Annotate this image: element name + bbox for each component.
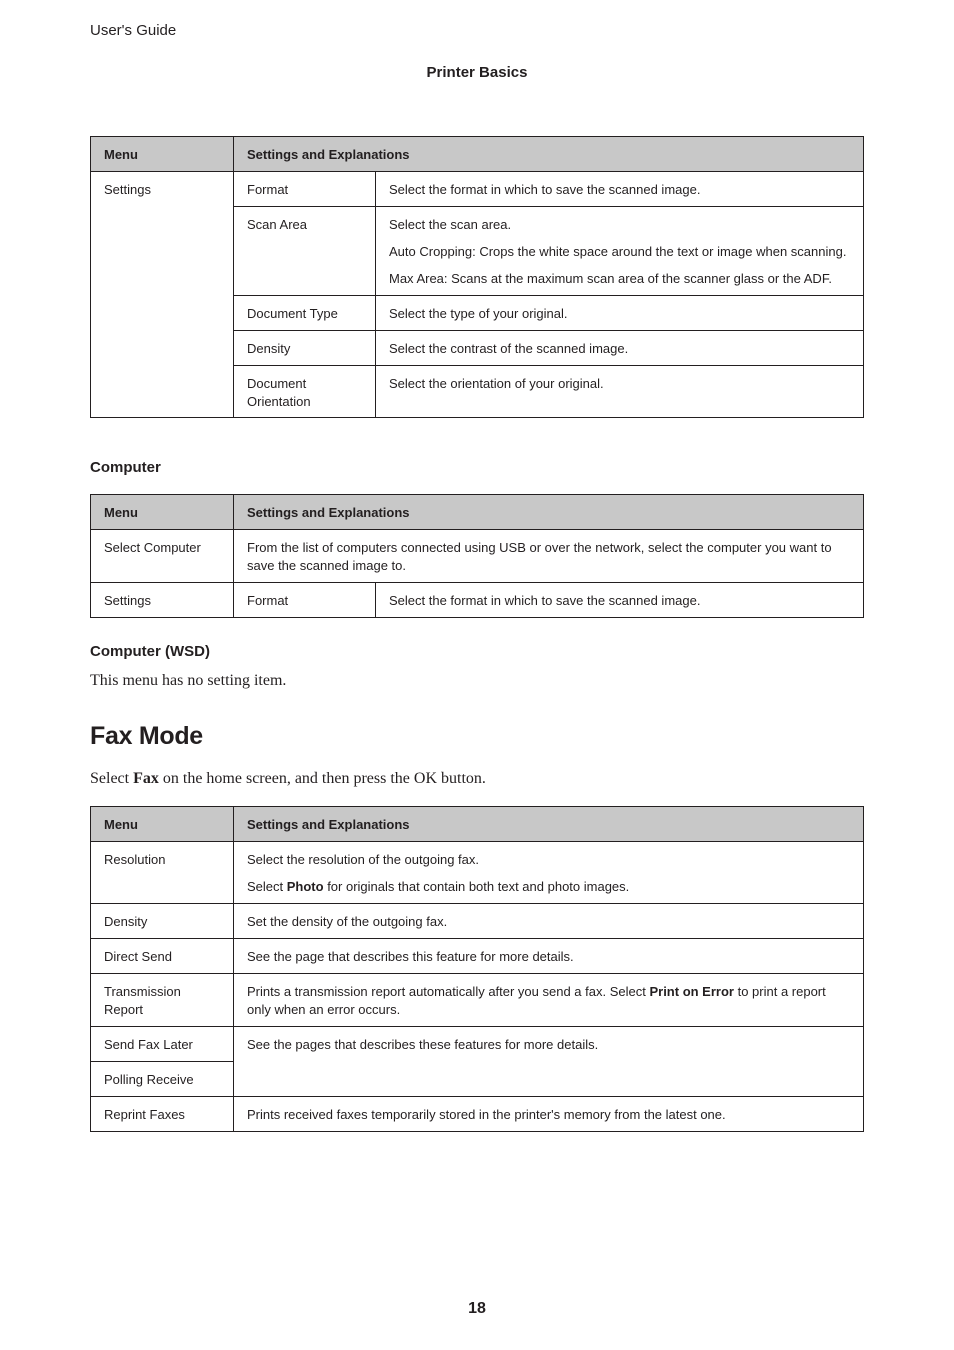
page-number: 18: [468, 1300, 486, 1317]
desc-text: Select the resolution of the outgoing fax.: [247, 852, 479, 867]
header-menu: Menu: [91, 807, 234, 842]
section-title: Printer Basics: [426, 64, 528, 81]
table-row: [91, 1097, 864, 1132]
computer-wsd-text: This menu has no setting item.: [90, 672, 287, 689]
setting-desc: [376, 366, 864, 418]
table-row: [91, 904, 864, 939]
menu-cell: Transmission Report: [91, 974, 234, 1027]
menu-cell: Resolution: [91, 842, 234, 904]
desc-text: Select the type of your original.: [389, 306, 568, 321]
computer-wsd-heading: Computer (WSD): [90, 643, 210, 660]
table-row: [91, 583, 864, 618]
table-header-row: [91, 137, 864, 172]
menu-cell: Send Fax Later: [91, 1027, 234, 1062]
setting-name: Document Orientation: [234, 366, 376, 418]
setting-desc: Prints received faxes temporarily stored in the printer's memory from the latest one.: [234, 1097, 864, 1132]
menu-cell-settings: Settings: [91, 172, 234, 418]
running-head: User's Guide: [90, 22, 177, 39]
fax-mode-table: [90, 806, 864, 1132]
intro-text: Select: [90, 770, 134, 787]
setting-desc: See the page that describes this feature for more details.: [234, 939, 864, 974]
table-row: [91, 530, 864, 583]
table-row: [91, 974, 864, 1027]
setting-desc: From the list of computers connected using USB or over the network, select the computer you want to save the scanned image to.: [234, 530, 864, 583]
setting-desc: [376, 331, 864, 366]
header-settings: Settings and Explanations: [234, 807, 864, 842]
setting-desc: Select the format in which to save the scanned image.: [376, 583, 864, 618]
menu-cell: Settings: [91, 583, 234, 618]
setting-name: Format: [234, 172, 376, 207]
table-header-row: [91, 495, 864, 530]
setting-desc: [376, 296, 864, 331]
menu-cell: Direct Send: [91, 939, 234, 974]
header-menu: Menu: [91, 137, 234, 172]
desc-text-bold: Print on Error: [649, 984, 734, 999]
setting-name: Scan Area: [234, 207, 376, 296]
setting-desc: [234, 842, 864, 904]
table-row: [91, 842, 864, 904]
fax-mode-heading: Fax Mode: [90, 722, 203, 750]
setting-desc: See the pages that describes these features for more details.: [234, 1027, 864, 1097]
desc-text: Auto Cropping: Crops the white space around the text or image when scanning.: [389, 244, 847, 259]
header-menu: Menu: [91, 495, 234, 530]
header-settings: Settings and Explanations: [234, 495, 864, 530]
intro-bold: Fax: [133, 770, 159, 787]
desc-text-part: for originals that contain both text and photo images.: [323, 879, 630, 894]
menu-cell: Polling Receive: [91, 1062, 234, 1097]
desc-text: Select the scan area.: [389, 217, 512, 232]
desc-text-part: Select: [247, 879, 287, 894]
setting-name: Document Type: [234, 296, 376, 331]
setting-desc: Set the density of the outgoing fax.: [234, 904, 864, 939]
menu-cell: Select Computer: [91, 530, 234, 583]
setting-desc: [234, 974, 864, 1027]
desc-text: Select the format in which to save the scanned image.: [389, 182, 701, 197]
setting-name: Density: [234, 331, 376, 366]
table-header-row: [91, 807, 864, 842]
intro-text: on the home screen, and then press the OK button.: [158, 770, 486, 787]
setting-desc: [376, 172, 864, 207]
desc-text: Select the orientation of your original.: [389, 376, 604, 391]
menu-cell: Reprint Faxes: [91, 1097, 234, 1132]
computer-table: [90, 494, 864, 618]
table-row: [91, 939, 864, 974]
desc-text: Select the contrast of the scanned image.: [389, 341, 629, 356]
setting-desc: [376, 207, 864, 296]
header-settings: Settings and Explanations: [234, 137, 864, 172]
computer-heading: Computer: [90, 459, 161, 476]
desc-text-bold: Photo: [286, 879, 324, 894]
desc-text-part: Prints a transmission report automatically after you send a fax. Select: [247, 984, 650, 999]
table-row: [91, 1027, 864, 1062]
desc-text: Max Area: Scans at the maximum scan area of the scanner glass or the ADF.: [389, 271, 832, 286]
setting-name: Format: [234, 583, 376, 618]
desc-text: [247, 878, 851, 896]
table-row: [91, 172, 864, 207]
fax-mode-intro: [90, 770, 486, 788]
scan-settings-table: [90, 136, 864, 418]
desc-text-part: to print a report only when an error occurs.: [247, 984, 826, 1017]
menu-cell: Density: [91, 904, 234, 939]
